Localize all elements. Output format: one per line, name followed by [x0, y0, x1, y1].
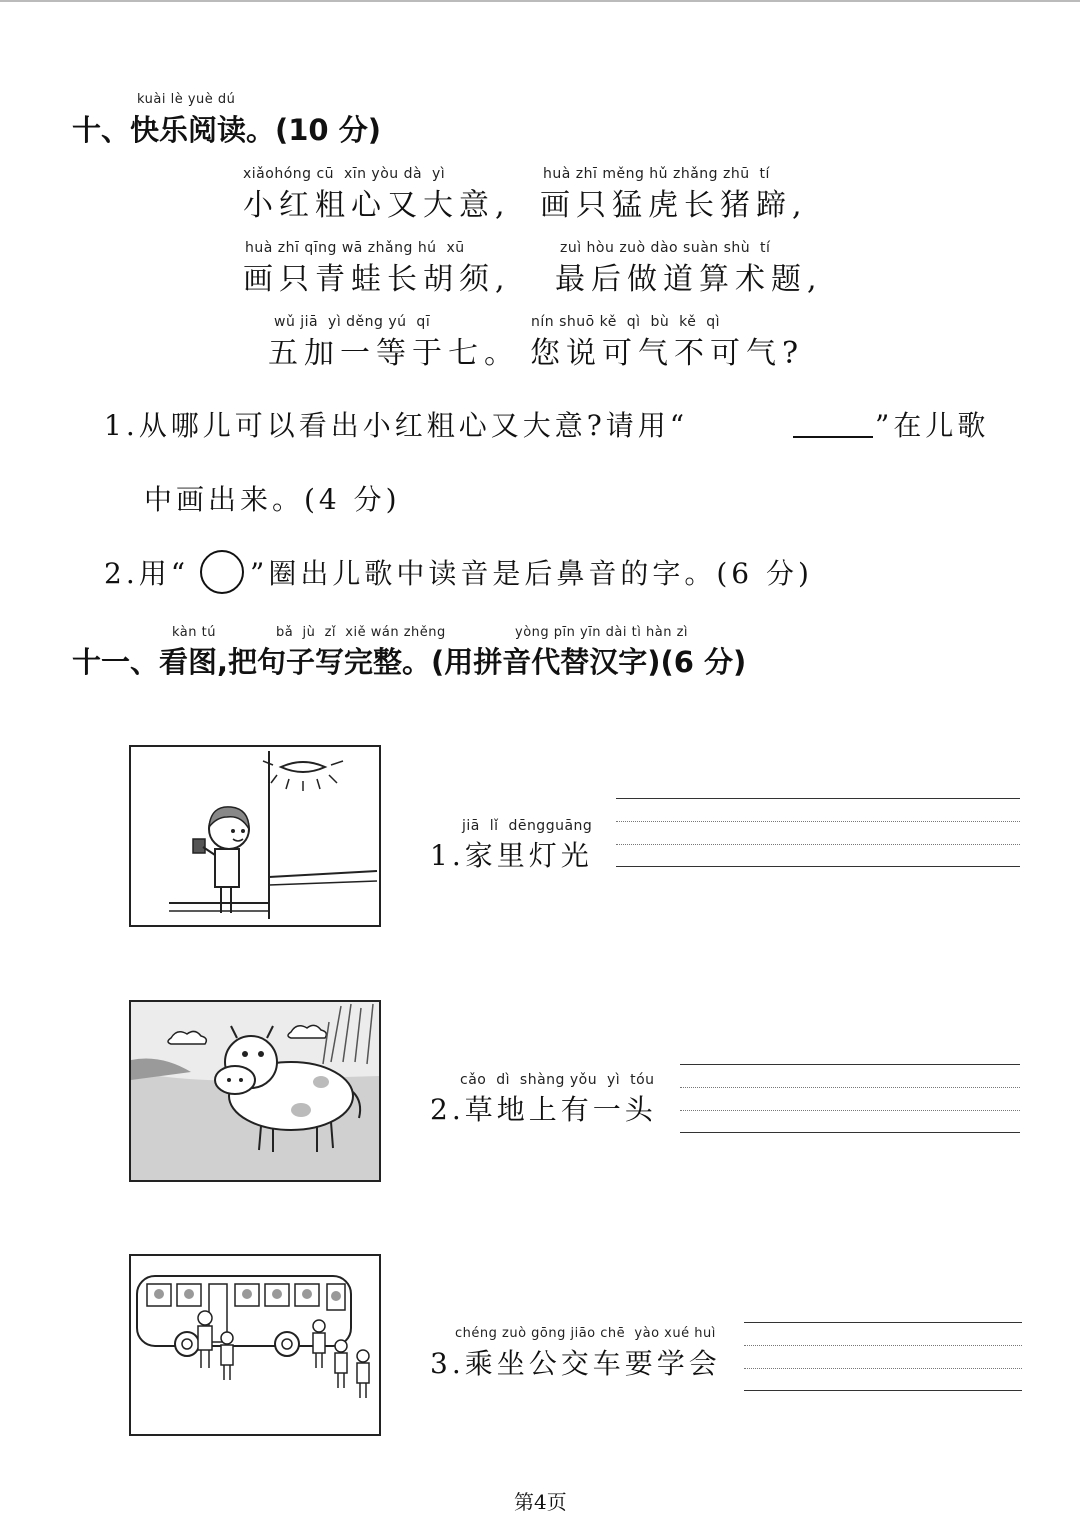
poem-line: 小红粗心又大意, — [243, 188, 511, 223]
poem-pinyin: nín shuō kě qì bù kě qì — [531, 314, 720, 330]
writing-line-guide — [744, 1368, 1022, 1369]
writing-line-guide — [680, 1110, 1020, 1111]
question-1-text: 1.从哪儿可以看出小红粗心又大意?请用“ — [104, 409, 689, 442]
item-3-prompt: 3.乘坐公交车要学会 — [430, 1347, 721, 1380]
page-number: 第4页 — [514, 1490, 567, 1514]
poem-line: 画只猛虎长猪蹄, — [540, 188, 808, 223]
writing-line — [616, 798, 1020, 799]
item-1-prompt: 1.家里灯光 — [430, 839, 593, 872]
section11-pinyin: yòng pīn yīn dài tì hàn zì — [515, 625, 688, 640]
picture-cow — [129, 1000, 381, 1182]
top-border — [0, 0, 1080, 2]
poem-line: 五加一等于七。 — [268, 336, 520, 371]
poem-line: 最后做道算术题, — [555, 262, 823, 297]
poem-pinyin: xiǎohóng cū xīn yòu dà yì — [243, 166, 446, 182]
poem-pinyin: zuì hòu zuò dào suàn shù tí — [560, 240, 771, 256]
writing-line — [744, 1322, 1022, 1323]
section11-pinyin: kàn tú — [172, 625, 216, 640]
writing-line-guide — [680, 1087, 1020, 1088]
item-1-pinyin: jiā lǐ dēngguāng — [462, 818, 593, 834]
writing-line — [680, 1064, 1020, 1065]
poem-pinyin: huà zhī qīng wā zhǎng hú xū — [245, 240, 465, 256]
question-1-text-end: ”在儿歌 — [875, 409, 990, 442]
poem-pinyin: wǔ jiā yì děng yú qī — [274, 314, 431, 330]
writing-line-guide — [744, 1345, 1022, 1346]
cow-illustration — [131, 1002, 379, 1180]
girl-light-illustration — [131, 747, 379, 925]
section10-heading-pinyin: kuài lè yuè dú — [137, 92, 236, 107]
poem-line: 画只青蛙长胡须, — [243, 262, 511, 297]
underline-mark — [793, 436, 873, 438]
item-2-pinyin: cǎo dì shàng yǒu yì tóu — [460, 1072, 655, 1088]
section11-pinyin: bǎ jù zǐ xiě wán zhěng — [276, 625, 446, 640]
writing-line-guide — [616, 844, 1020, 845]
poem-line: 您说可气不可气? — [530, 336, 805, 371]
circle-mark — [200, 550, 244, 594]
picture-girl-light — [129, 745, 381, 927]
question-2-text-end: ”圈出儿歌中读音是后鼻音的字。(6 分) — [250, 557, 813, 590]
writing-line — [616, 866, 1020, 867]
writing-line — [744, 1390, 1022, 1391]
section11-heading: 十一、看图,把句子写完整。(用拼音代替汉字)(6 分) — [72, 645, 747, 679]
question-2-text: 2.用“ — [104, 557, 190, 590]
item-3-pinyin: chéng zuò gōng jiāo chē yào xué huì — [455, 1326, 716, 1341]
poem-pinyin: huà zhī měng hǔ zhǎng zhū tí — [543, 166, 770, 182]
picture-bus — [129, 1254, 381, 1436]
section10-heading: 十、快乐阅读。(10 分) — [72, 113, 381, 147]
item-2-prompt: 2.草地上有一头 — [430, 1093, 657, 1126]
writing-line-guide — [616, 821, 1020, 822]
bus-illustration — [131, 1256, 379, 1434]
writing-line — [680, 1132, 1020, 1133]
question-1-text-line2: 中画出来。(4 分) — [144, 483, 401, 516]
